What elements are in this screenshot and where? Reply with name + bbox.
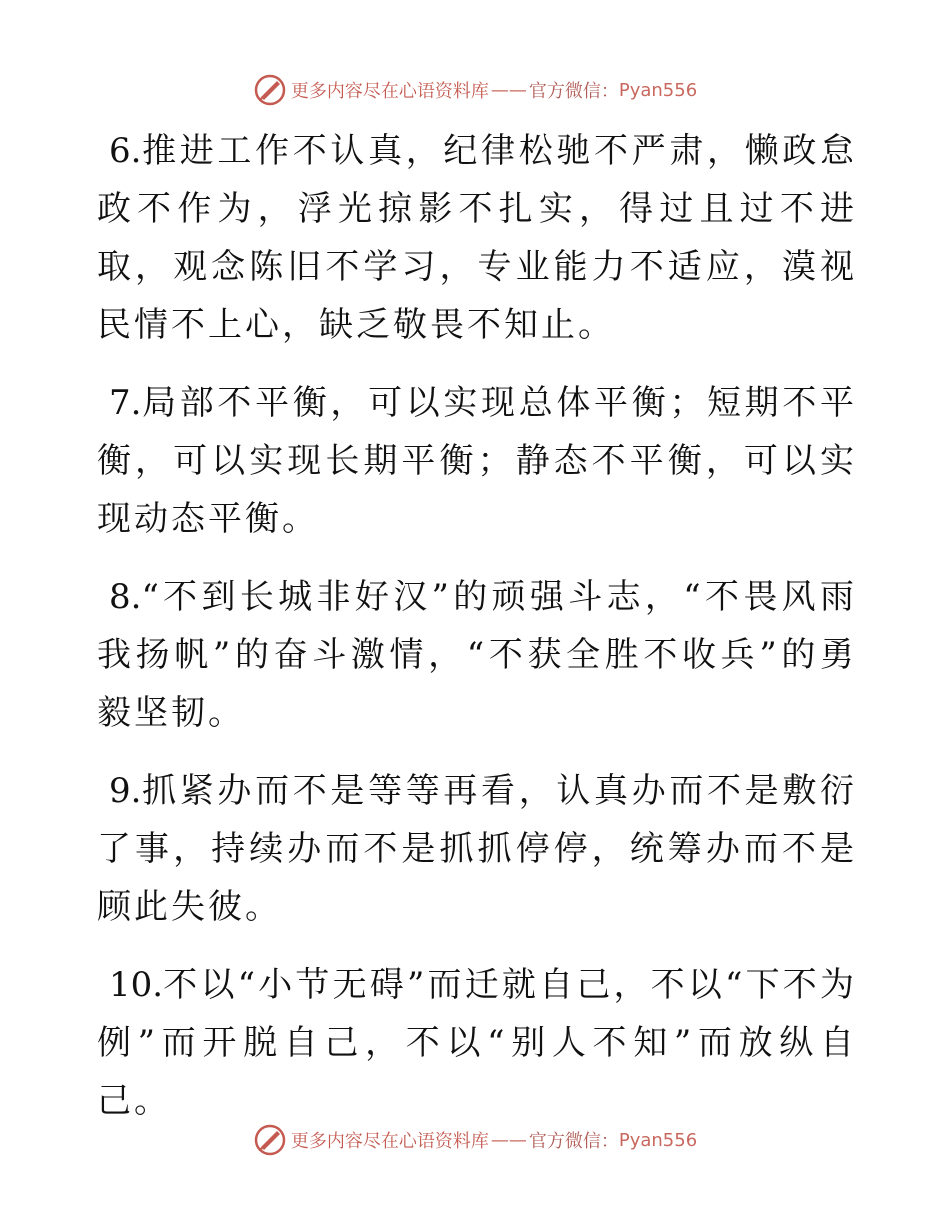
item-text: 推进工作不认真，纪律松驰不严肃，懒政怠政不作为，浮光掠影不扎实，得过且过不进取，观念陈旧不学习，专业能力不适应，漠视民情不上心，缺乏敬畏不知止。 — [97, 131, 857, 345]
footer-wechat-label: 官方微信： — [528, 1131, 619, 1152]
logo-icon — [253, 73, 287, 107]
item-text: 抓紧办而不是等等再看，认真办而不是敷衍了事，持续办而不是抓抓停停，统筹办而不是顾此失彼。 — [97, 771, 857, 927]
footer-watermark — [0, 1118, 950, 1162]
footer-brand: 更多内容尽在心语资料库 — [290, 1131, 489, 1152]
item-number: 7. — [109, 383, 142, 423]
header-separator: —— — [490, 79, 527, 101]
logo-icon — [253, 1123, 287, 1157]
header-wechat-id: Pyan556 — [618, 79, 698, 101]
list-item — [97, 122, 857, 354]
item-number: 9. — [109, 771, 142, 811]
header-watermark — [0, 68, 950, 112]
footer-wechat-id: Pyan556 — [618, 1129, 698, 1151]
item-number: 10. — [109, 965, 164, 1005]
item-text: 局部不平衡，可以实现总体平衡；短期不平衡，可以实现长期平衡；静态不平衡，可以实现动态平衡。 — [97, 383, 857, 539]
list-item — [97, 568, 857, 742]
list-item — [97, 374, 857, 548]
item-text: 不以“小节无碍”而迁就自己，不以“下不为例”而开脱自己，不以“别人不知”而放纵自己。 — [97, 965, 857, 1121]
header-brand: 更多内容尽在心语资料库 — [290, 81, 489, 102]
item-text: “不到长城非好汉”的顽强斗志，“不畏风雨我扬帆”的奋斗激情，“不获全胜不收兵”的勇毅坚韧。 — [97, 577, 857, 733]
document-body — [97, 122, 857, 1150]
header-wechat-label: 官方微信： — [528, 81, 619, 102]
footer-separator: —— — [490, 1129, 527, 1151]
list-item — [97, 956, 857, 1130]
list-item — [97, 762, 857, 936]
item-number: 8. — [109, 577, 142, 617]
item-number: 6. — [109, 131, 142, 171]
